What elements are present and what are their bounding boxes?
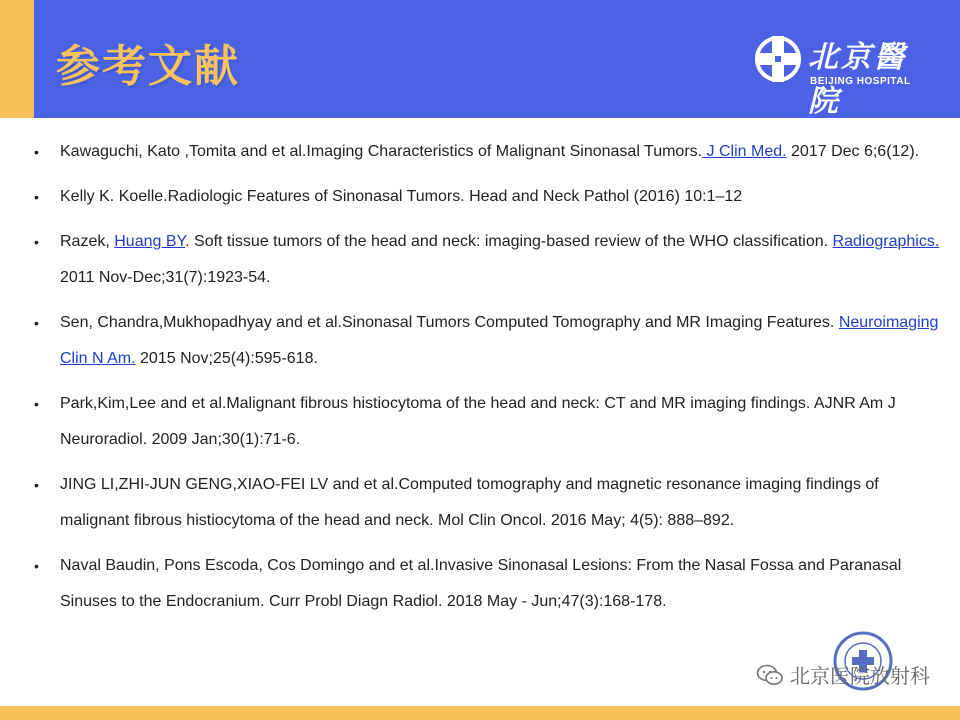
- reference-text: 2011 Nov-Dec;31(7):1923-54.: [60, 269, 271, 286]
- reference-item: [34, 305, 944, 377]
- wechat-icon: [756, 664, 784, 686]
- reference-item: [34, 548, 944, 620]
- logo-english-name: BEIJING HOSPITAL: [810, 76, 911, 87]
- reference-text: Razek,: [60, 233, 115, 250]
- watermark-text: 北京医院放射科: [790, 664, 930, 688]
- bullet: •: [34, 234, 39, 250]
- author-link[interactable]: Huang BY: [114, 233, 186, 250]
- reference-text: Sen, Chandra,Mukhopadhyay and et al.Sinonasal Tumors Computed Tomography and MR Imaging Features.: [60, 314, 839, 331]
- bullet: •: [34, 396, 39, 412]
- bullet: •: [34, 315, 39, 331]
- bullet: •: [34, 477, 39, 493]
- hospital-cross-icon: [754, 30, 802, 88]
- slide-header: [34, 0, 960, 118]
- reference-text: Kelly K. Koelle.Radiologic Features of Sinonasal Tumors. Head and Neck Pathol (2016) 10:1–12: [60, 188, 743, 205]
- hospital-logo: [754, 30, 934, 119]
- reference-text: Naval Baudin, Pons Escoda, Cos Domingo and et al.Invasive Sinonasal Lesions: From the Nasal Fossa and Paranasal Sinuses to the Endocranium. Curr Probl Diagn Radiol. 2018 May - Jun;47(3):168-178.: [60, 557, 902, 610]
- reference-item: [34, 179, 944, 215]
- bullet: •: [34, 144, 39, 160]
- reference-text: JING LI,ZHI-JUN GENG,XIAO-FEI LV and et al.Computed tomography and magnetic resonance imaging findings of malignant fibrous histiocytoma of the head and neck. Mol Clin Oncol. 2016 May; 4(5): 888–892.: [60, 476, 879, 529]
- page-title: 参考文献: [56, 41, 240, 92]
- reference-item: [34, 224, 944, 296]
- journal-link[interactable]: Neuroimaging Clin N Am.: [60, 314, 939, 367]
- logo-chinese-name: 北京醫院: [808, 40, 907, 119]
- reference-item: [34, 386, 944, 458]
- reference-text: 2017 Dec 6;6(12).: [786, 143, 920, 160]
- reference-item: [34, 467, 944, 539]
- journal-link[interactable]: Radiographics.: [832, 233, 940, 250]
- reference-list: [34, 134, 944, 629]
- reference-text: Kawaguchi, Kato ,Tomita and et al.Imaging Characteristics of Malignant Sinonasal Tumors.: [60, 143, 703, 160]
- reference-item: [34, 134, 944, 170]
- journal-link[interactable]: J Clin Med.: [702, 143, 787, 160]
- bottom-accent-bar: [0, 706, 960, 720]
- reference-text: Park,Kim,Lee and et al.Malignant fibrous histiocytoma of the head and neck: CT and MR imaging findings. AJNR Am J Neuroradiol. 2009 Jan;30(1):71-6.: [60, 395, 896, 448]
- left-accent-strip: [0, 0, 34, 118]
- reference-text: . Soft tissue tumors of the head and neck: imaging-based review of the WHO classification.: [185, 233, 833, 250]
- bullet: •: [34, 189, 39, 205]
- wechat-watermark: [756, 660, 930, 689]
- bullet: •: [34, 558, 39, 574]
- reference-text: 2015 Nov;25(4):595-618.: [135, 350, 318, 367]
